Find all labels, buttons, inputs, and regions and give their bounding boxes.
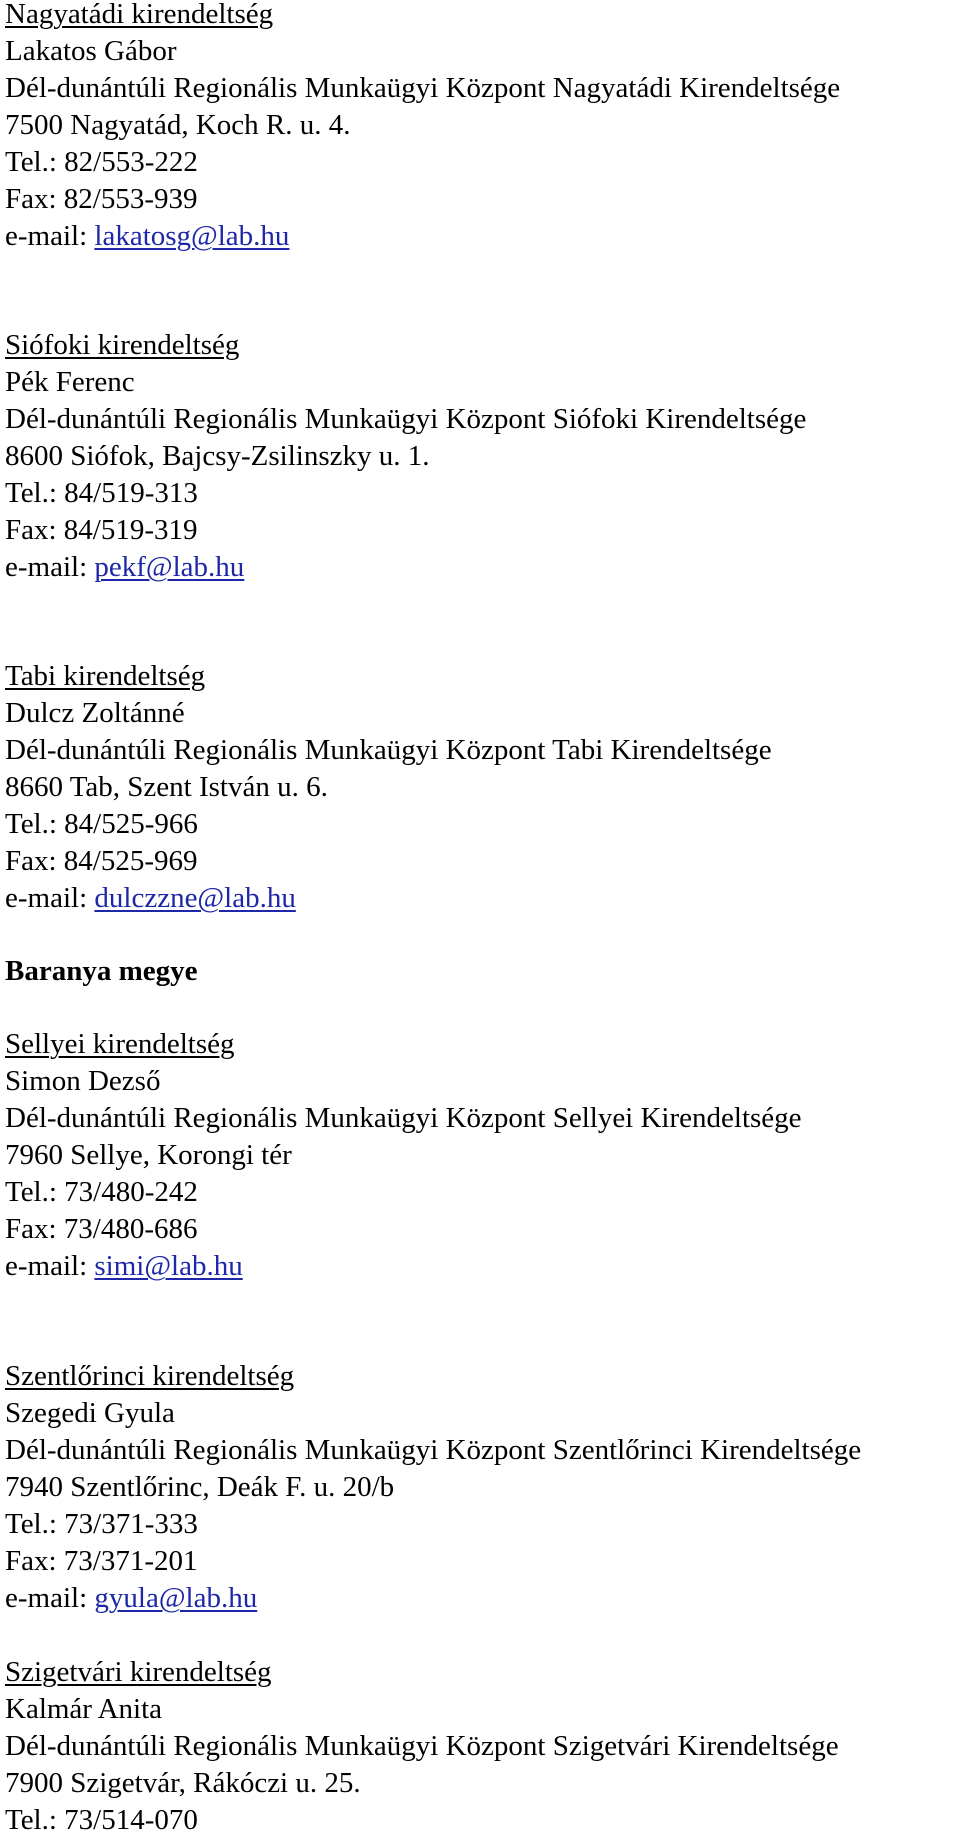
organization-name: Dél-dunántúli Regionális Munkaügyi Központ Nagyatádi Kirendeltsége [5,72,841,104]
office-title[interactable]: Tabi kirendeltség [5,660,206,692]
address: 8660 Tab, Szent István u. 6. [5,771,328,803]
phone-number: Tel.: 84/525-966 [5,808,198,840]
email-label: e-mail: [5,1250,95,1282]
email-label: e-mail: [5,551,95,583]
address: 7900 Szigetvár, Rákóczi u. 25. [5,1767,361,1799]
office-block-siofok [5,327,955,586]
email-label: e-mail: [5,220,95,252]
phone-number: Tel.: 73/371-333 [5,1508,198,1540]
phone-number: Tel.: 73/514-070 [5,1804,198,1836]
spacer [5,586,955,623]
fax-number: Fax: 82/553-939 [5,183,198,215]
office-title[interactable]: Szentlőrinci kirendeltség [5,1360,295,1392]
organization-name: Dél-dunántúli Regionális Munkaügyi Központ Sellyei Kirendeltsége [5,1102,802,1134]
office-title[interactable]: Nagyatádi kirendeltség [5,0,274,30]
spacer [5,623,955,658]
spacer [5,1285,955,1322]
spacer [5,292,955,327]
email-link[interactable]: simi@lab.hu [94,1250,243,1282]
email-label: e-mail: [5,1582,95,1614]
phone-number: Tel.: 82/553-222 [5,146,198,178]
spacer [5,255,955,292]
fax-number: Fax: 84/525-969 [5,845,198,877]
email-link[interactable]: dulczzne@lab.hu [94,882,296,914]
phone-number: Tel.: 73/480-242 [5,1176,198,1208]
office-block-sellye [5,1026,955,1285]
contact-person: Szegedi Gyula [5,1397,175,1429]
fax-number: Fax: 84/519-319 [5,514,198,546]
office-block-nagyatad [5,0,955,255]
office-block-szentlorinc [5,1358,955,1617]
address: 7960 Sellye, Korongi tér [5,1139,292,1171]
organization-name: Dél-dunántúli Regionális Munkaügyi Központ Szigetvári Kirendeltsége [5,1730,839,1762]
contact-person: Lakatos Gábor [5,35,177,67]
contact-person: Simon Dezső [5,1065,161,1097]
county-heading: Baranya megye [5,955,198,987]
address: 7500 Nagyatád, Koch R. u. 4. [5,109,351,141]
email-link[interactable]: pekf@lab.hu [94,551,245,583]
contact-person: Dulcz Zoltánné [5,697,185,729]
office-title[interactable]: Sellyei kirendeltség [5,1028,235,1060]
address: 8600 Siófok, Bajcsy-Zsilinszky u. 1. [5,440,430,472]
document-page [5,0,955,1839]
spacer [5,1322,955,1358]
fax-number: Fax: 73/480-686 [5,1213,198,1245]
office-title[interactable]: Siófoki kirendeltség [5,329,240,361]
contact-person: Kalmár Anita [5,1693,163,1725]
email-link[interactable]: lakatosg@lab.hu [94,220,290,252]
office-block-szigetvar [5,1654,955,1839]
spacer [5,990,955,1026]
spacer [5,1617,955,1654]
fax-number: Fax: 73/371-201 [5,1545,198,1577]
phone-number: Tel.: 84/519-313 [5,477,198,509]
address: 7940 Szentlőrinc, Deák F. u. 20/b [5,1471,395,1503]
organization-name: Dél-dunántúli Regionális Munkaügyi Központ Szentlőrinci Kirendeltsége [5,1434,862,1466]
spacer [5,917,955,953]
contact-person: Pék Ferenc [5,366,135,398]
email-label: e-mail: [5,882,95,914]
office-title[interactable]: Szigetvári kirendeltség [5,1656,272,1688]
organization-name: Dél-dunántúli Regionális Munkaügyi Központ Siófoki Kirendeltsége [5,403,807,435]
organization-name: Dél-dunántúli Regionális Munkaügyi Központ Tabi Kirendeltsége [5,734,772,766]
email-link[interactable]: gyula@lab.hu [94,1582,258,1614]
office-block-tab [5,658,955,917]
